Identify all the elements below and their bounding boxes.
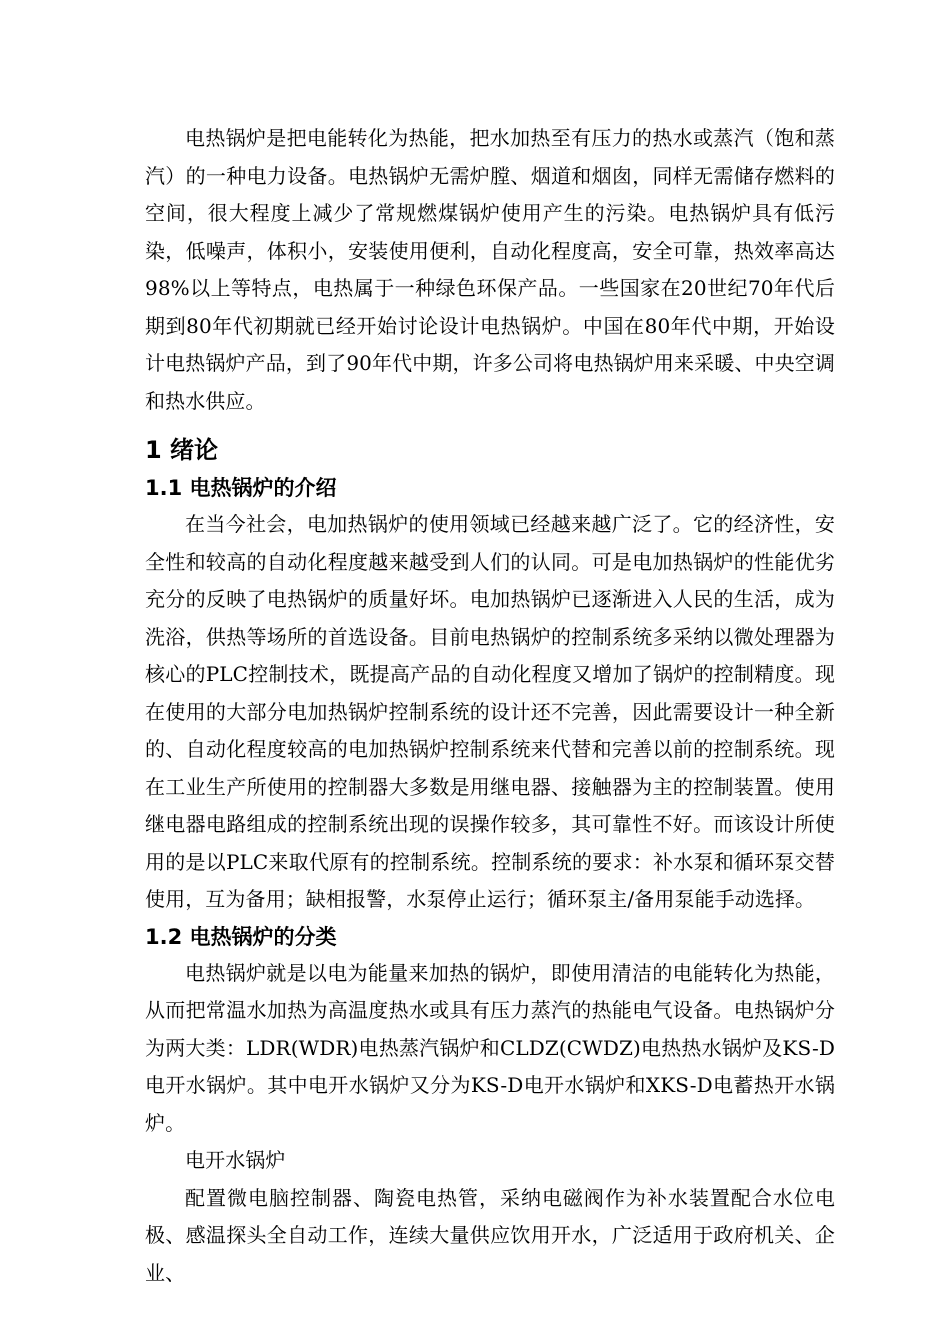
- chapter-title: 1 绪论: [145, 436, 219, 464]
- section-1-2-subheading: 电开水锅炉: [185, 1148, 286, 1172]
- section-1-1-title: 1.1 电热锅炉的介绍: [145, 476, 337, 500]
- section-1-2-paragraph: 电热锅炉就是以电为能量来加热的锅炉，即使用清洁的电能转化为热能，从而把常温水加热为高温度热水或具有压力蒸汽的热能电气设备。电热锅炉分为两大类：LDR(WDR)电热蒸汽锅炉和CLDZ(CWDZ)电热热水锅炉及KS-D电开水锅炉。其中电开水锅炉又分为KS-D电开水锅炉和XKS-D电蓄热开水锅炉。: [145, 960, 835, 1135]
- section-1-1-paragraph: 在当今社会，电加热锅炉的使用领域已经越来越广泛了。它的经济性，安全性和较高的自动化程度越来越受到人们的认同。可是电加热锅炉的性能优劣充分的反映了电热锅炉的质量好坏。电加热锅炉已逐渐进入人民的生活，成为洗浴，供热等场所的首选设备。目前电热锅炉的控制系统多采纳以微处理器为核心的PLC控制技术，既提高产品的自动化程度又增加了锅炉的控制精度。现在使用的大部分电加热锅炉控制系统的设计还不完善，因此需要设计一种全新的、自动化程度较高的电加热锅炉控制系统来代替和完善以前的控制系统。现在工业生产所使用的控制器大多数是用继电器、接触器为主的控制装置。使用继电器电路组成的控制系统出现的误操作较多，其可靠性不好。而该设计所使用的是以PLC来取代原有的控制系统。控制系统的要求：补水泵和循环泵交替使用，互为备用；缺相报警，水泵停止运行；循环泵主/备用泵能手动选择。: [145, 512, 835, 911]
- section-1-2-title: 1.2 电热锅炉的分类: [145, 924, 337, 949]
- document-page: [145, 120, 835, 1292]
- intro-paragraph: 电热锅炉是把电能转化为热能，把水加热至有压力的热水或蒸汽（饱和蒸汽）的一种电力设备。电热锅炉无需炉膛、烟道和烟囱，同样无需储存燃料的空间，很大程度上减少了常规燃煤锅炉使用产生的污染。电热锅炉具有低污染，低噪声，体积小，安装使用便利，自动化程度高，安全可靠，热效率高达98%以上等特点，电热属于一种绿色环保产品。一些国家在20世纪70年代后期到80年代初期就已经开始讨论设计电热锅炉。中国在80年代中期，开始设计电热锅炉产品，到了90年代中期，许多公司将电热锅炉用来采暖、中央空调和热水供应。: [145, 126, 835, 413]
- section-1-2-paragraph-2: 配置微电脑控制器、陶瓷电热管，采纳电磁阀作为补水装置配合水位电极、感温探头全自动工作，连续大量供应饮用开水，广泛适用于政府机关、企业、: [145, 1185, 835, 1285]
